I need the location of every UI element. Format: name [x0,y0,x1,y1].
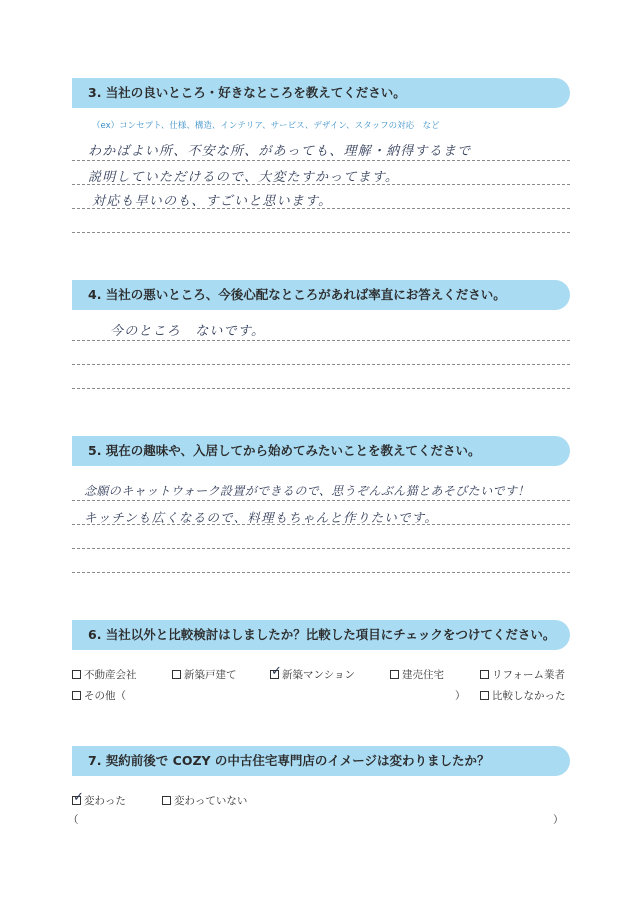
comment-close-paren: ） [553,814,564,826]
option-label: 比較しなかった [492,690,566,702]
answer-line [72,388,570,389]
question-6-heading: 6. 当社以外と比較検討はしましたか？比較した項目にチェックをつけてください。 [72,620,570,650]
option-renovation-company[interactable] [480,667,565,682]
option-changed[interactable] [72,793,126,808]
question-5-heading: 5. 現在の趣味や、入居してから始めてみたいことを教えてください。 [72,436,570,466]
checkbox-checked[interactable] [270,670,279,679]
other-close-paren: ） [455,690,466,702]
option-real-estate-company[interactable] [72,667,137,682]
checkbox[interactable] [162,796,171,805]
checkbox-checked[interactable] [72,796,81,805]
checkbox[interactable] [72,670,81,679]
option-label: 新築マンション [282,669,356,681]
checkbox[interactable] [480,691,489,700]
option-label: その他（ [84,690,126,702]
question-3-heading: 3. 当社の良いところ・好きなところを教えてください。 [72,78,570,108]
option-new-detached-house[interactable] [172,667,237,682]
answer-line [72,160,570,161]
question-7-heading: 7. 契約前後で COZY の中古住宅専門店のイメージは変わりましたか？ [72,746,570,776]
option-other[interactable] [72,688,126,703]
option-label: 建売住宅 [402,669,444,681]
answer-5-line-2: キッチンも広くなるので、料理もちゃんと作りたいです。 [84,510,439,525]
answer-3-line-2: 説明していただけるので、大変たすかってます。 [88,170,400,185]
option-not-changed[interactable] [162,793,247,808]
answer-3-line-1: わかばよい所、不安な所、があっても、理解・納得するまで [88,144,472,159]
checkbox[interactable] [390,670,399,679]
comment-open-paren: （ [68,814,79,826]
option-new-condominium[interactable] [270,667,355,682]
option-label: 新築戸建て [184,669,237,681]
question-3-example: （ex）コンセプト、仕様、構造、インテリア、サービス、デザイン、スタッフの対応 など [92,121,440,131]
answer-line [72,548,570,549]
answer-line [72,184,570,185]
option-did-not-compare[interactable] [480,688,566,703]
option-label: 変わっていない [174,795,248,807]
answer-4-line-1: 今のところ ないです。 [110,324,266,339]
answer-line [72,232,570,233]
option-label: リフォーム業者 [492,669,565,681]
checkbox[interactable] [72,691,81,700]
option-label: 不動産会社 [84,669,137,681]
checkbox[interactable] [480,670,489,679]
answer-5-line-1: 念願のキャットウォーク設置ができるので、思うぞんぶん猫とあそびたいです！ [84,484,530,498]
answer-line [72,340,570,341]
answer-line [72,572,570,573]
question-4-heading: 4. 当社の悪いところ、今後心配なところがあれば率直にお答えください。 [72,280,570,310]
answer-3-line-3: 対応も早いのも、すごいと思います。 [92,194,333,209]
answer-line [72,364,570,365]
checkbox[interactable] [172,670,181,679]
option-label: 変わった [84,795,126,807]
answer-line [72,524,570,525]
answer-line [72,500,570,501]
option-ready-built-house[interactable] [390,667,444,682]
answer-line [72,208,570,209]
